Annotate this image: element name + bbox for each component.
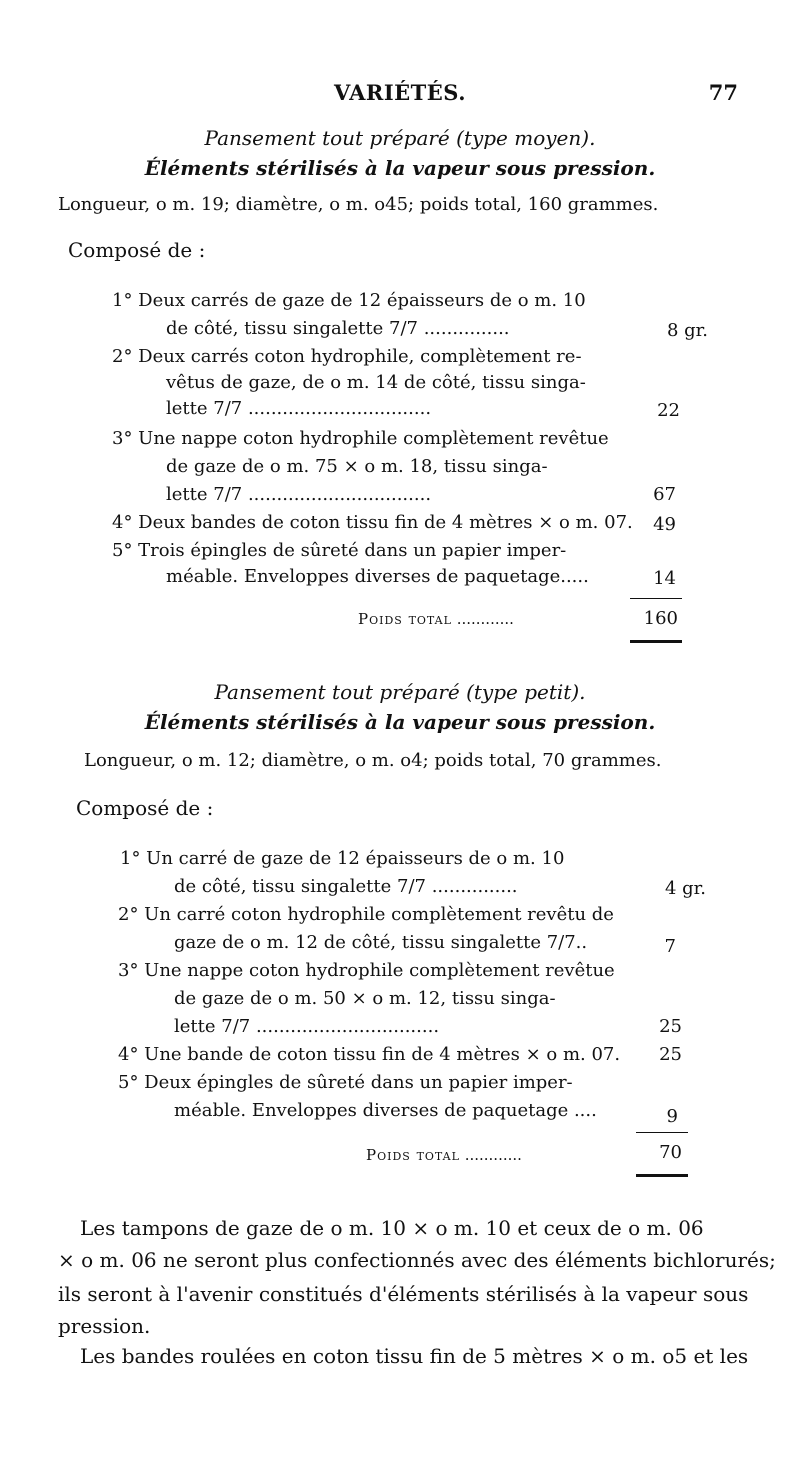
section1-item5-line2: méable. Enveloppes diverses de paquetage.....: [166, 566, 589, 587]
closing-paragraph-line3: ils seront à l'avenir constitués d'éléments stérilisés à la vapeur sous: [58, 1282, 749, 1306]
section1-total-value: 160: [643, 608, 678, 629]
closing-paragraph-line4: pression.: [58, 1314, 151, 1338]
section2-item5-line2: méable. Enveloppes diverses de paquetage ....: [174, 1100, 597, 1121]
section2-item2-line2: gaze de o m. 12 de côté, tissu singalette 7/7..: [174, 932, 588, 953]
section2-title: Pansement tout préparé (type petit).: [214, 680, 586, 704]
section2-total-dots: ............: [464, 1146, 522, 1164]
section1-item2-line1: 2° Deux carrés coton hydrophile, complètement re-: [112, 346, 582, 367]
running-head-title: VARIÉTÉS.: [333, 80, 467, 105]
section2-total-value: 70: [659, 1142, 682, 1163]
section2-total-rule: [636, 1174, 688, 1177]
page-number: 77: [708, 80, 738, 105]
section1-item5-qty: 14: [653, 568, 676, 589]
section1-sum-rule: [630, 598, 682, 599]
section2-item1-line2: de côté, tissu singalette 7/7 ...............: [174, 876, 518, 897]
section2-subtitle: Éléments stérilisés à la vapeur sous pression.: [144, 710, 656, 734]
section2-total-label: [366, 1146, 522, 1164]
closing-paragraph-line1: Les tampons de gaze de o m. 10 × o m. 10 et ceux de o m. 06: [80, 1216, 704, 1240]
section2-item2-qty: 7: [664, 936, 676, 957]
section2-item4-line1: 4° Une bande de coton tissu fin de 4 mètres × o m. 07.: [118, 1044, 621, 1065]
section1-item4-line1: 4° Deux bandes de coton tissu fin de 4 mètres × o m. 07.: [112, 512, 633, 533]
section2-total-label-text: Poids total: [366, 1146, 460, 1164]
section2-composed-of: Composé de :: [76, 796, 214, 820]
section2-item2-line1: 2° Un carré coton hydrophile complètement revêtu de: [118, 904, 614, 925]
section1-item1-line2: de côté, tissu singalette 7/7 ...............: [166, 318, 510, 339]
section2-item1-line1: 1° Un carré de gaze de 12 épaisseurs de o m. 10: [120, 848, 565, 869]
section2-item3-qty: 25: [659, 1016, 682, 1037]
closing-paragraph-line5: Les bandes roulées en coton tissu fin de 5 mètres × o m. o5 et les: [80, 1344, 749, 1368]
section2-item3-line2: de gaze de o m. 50 × o m. 12, tissu singa-: [174, 988, 556, 1009]
section2-item1-qty: 4 gr.: [664, 878, 706, 899]
section2-item4-qty: 25: [659, 1044, 682, 1065]
section1-total-rule: [630, 640, 682, 643]
section1-item4-qty: 49: [653, 514, 676, 535]
section2-item5-qty: 9: [666, 1106, 678, 1127]
section1-dimensions: Longueur, o m. 19; diamètre, o m. o45; poids total, 160 grammes.: [58, 194, 659, 215]
section1-item3-line3: lette 7/7 ................................: [166, 484, 432, 505]
section1-total-label-text: Poids total: [358, 610, 452, 628]
running-head: [0, 80, 800, 110]
section1-item1-qty: 8 gr.: [666, 320, 708, 341]
section2-item5-line1: 5° Deux épingles de sûreté dans un papier imper-: [118, 1072, 573, 1093]
section1-subtitle: Éléments stérilisés à la vapeur sous pression.: [144, 156, 656, 180]
section2-sum-rule: [636, 1132, 688, 1133]
section1-total-dots: ............: [456, 610, 514, 628]
section2-item3-line1: 3° Une nappe coton hydrophile complètement revêtue: [118, 960, 615, 981]
section1-item3-qty: 67: [653, 484, 676, 505]
section2-dimensions: Longueur, o m. 12; diamètre, o m. o4; poids total, 70 grammes.: [84, 750, 662, 771]
section2-item3-line3: lette 7/7 ................................: [174, 1016, 440, 1037]
section1-item2-line2: vêtus de gaze, de o m. 14 de côté, tissu singa-: [166, 372, 586, 393]
section1-item3-line2: de gaze de o m. 75 × o m. 18, tissu singa-: [166, 456, 548, 477]
section1-item1-line1: 1° Deux carrés de gaze de 12 épaisseurs de o m. 10: [112, 290, 586, 311]
section1-title: Pansement tout préparé (type moyen).: [204, 126, 596, 150]
section1-total-label: [358, 610, 514, 628]
section1-item2-line3: lette 7/7 ................................: [166, 398, 432, 419]
section1-item2-qty: 22: [657, 400, 680, 421]
section1-item5-line1: 5° Trois épingles de sûreté dans un papier imper-: [112, 540, 567, 561]
closing-paragraph-line2: × o m. 06 ne seront plus confectionnés avec des éléments bichlorurés;: [58, 1248, 776, 1272]
section1-composed-of: Composé de :: [68, 238, 206, 262]
section1-item3-line1: 3° Une nappe coton hydrophile complètement revêtue: [112, 428, 609, 449]
